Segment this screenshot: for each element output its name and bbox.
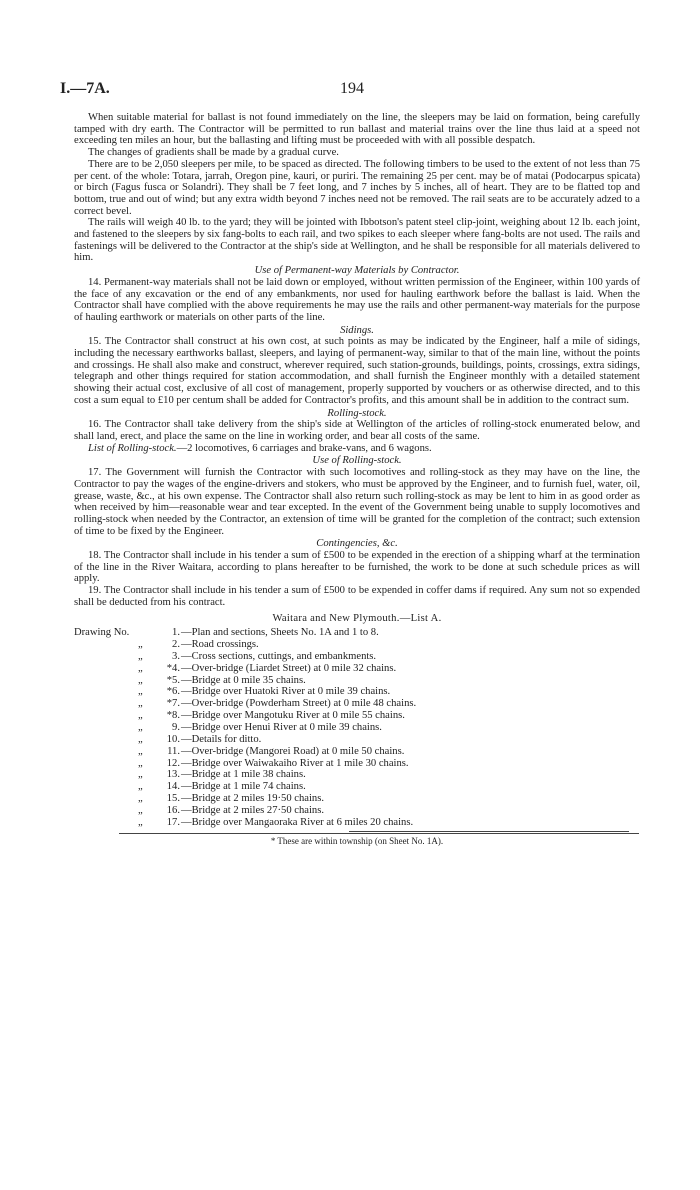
drawing-description: —Over-bridge (Powderham Street) at 0 mile 48 chains. (181, 698, 417, 710)
drawing-row (74, 734, 416, 746)
paragraph-gradients: The changes of gradients shall be made by a gradual curve. (88, 147, 339, 159)
drawing-number: 2. (172, 639, 180, 651)
ditto-mark: „ (138, 721, 143, 733)
drawing-row (74, 758, 416, 770)
paragraph-sleepers: There are to be 2,050 sleepers per mile, to be spaced as directed. The following timbers to be used to the extent of not less than 75 per cent. of the whole: Totara, jarrah, Oregon pine, kauri, or puriri. The remaining 25 per cent. may be of matai (Podocarpus spicata) or birch (Fagus fusca or Solandri). They shall be 7 feet long, and 7 inches by 5 inches, all of heart. They are to be flatted top and bottom, true and out of wind; but any extra width beyond 7 inches need not be removed. The rail seats are to be accurately adzed to a correct bevel. (74, 158, 640, 217)
drawing-row (74, 793, 416, 805)
section-heading: Rolling-stock. (327, 407, 387, 419)
section-heading: Use of Permanent-way Materials by Contractor. (254, 265, 460, 277)
ditto-mark: „ (138, 733, 143, 745)
drawing-row (74, 769, 416, 781)
footnote-rule-short (349, 831, 629, 832)
drawing-description: —Plan and sections, Sheets No. 1A and 1 to 8. (181, 627, 379, 639)
ditto-mark: „ (138, 769, 143, 781)
page-number: 194 (340, 80, 364, 97)
ditto-mark: „ (138, 639, 143, 651)
drawing-row (74, 698, 416, 710)
drawing-row (74, 805, 416, 817)
ditto-mark-spacer (74, 651, 138, 663)
drawing-number: 11. (167, 745, 180, 757)
drawing-number: *6. (166, 686, 180, 698)
drawing-description: —Bridge at 2 miles 19·50 chains. (181, 793, 324, 805)
ditto-mark-spacer (74, 769, 138, 781)
footnote: * These are within township (on Sheet No. 1A). (270, 835, 444, 846)
drawing-description: —Cross sections, cuttings, and embankments. (181, 650, 377, 662)
ditto-mark: „ (138, 686, 143, 698)
ditto-mark: „ (138, 662, 143, 674)
drawing-list (74, 627, 416, 828)
ditto-mark: „ (138, 781, 143, 793)
ditto-mark-spacer (74, 722, 138, 734)
drawing-number: 15. (166, 793, 180, 805)
drawing-number: 13. (166, 769, 180, 781)
ditto-mark-spacer (74, 758, 138, 770)
drawing-number: 14. (166, 781, 180, 793)
drawing-row (74, 746, 416, 758)
ditto-mark-spacer (74, 698, 138, 710)
ditto-mark: „ (138, 745, 143, 757)
paragraph-rails: The rails will weigh 40 lb. to the yard; they will be jointed with Ibbotson's patent steel clip-joint, weighing about 12 lb. each joint, and fastened to the sleepers by six fang-bolts to each rail, and two spikes to each sleeper where fang-bolts are not used. The rails and fastenings will be delivered to the Contractor at the ship's side at Wellington, and he shall be responsible for all materials delivered to him. (74, 217, 640, 264)
drawing-description: —Over-bridge (Liardet Street) at 0 mile 32 chains. (181, 662, 397, 674)
ditto-mark: „ (138, 710, 143, 722)
ditto-mark: „ (138, 757, 143, 769)
ditto-mark-spacer (74, 746, 138, 758)
drawing-description: —Details for ditto. (181, 733, 262, 745)
drawing-description: —Bridge over Henui River at 0 mile 39 chains. (181, 721, 382, 733)
drawing-number: 3. (172, 650, 180, 662)
ditto-mark-spacer (74, 639, 138, 651)
drawing-label: Drawing No. (74, 627, 130, 639)
drawing-description: —Bridge at 0 mile 35 chains. (181, 674, 306, 686)
clause-16: 16. The Contractor shall take delivery from the ship's side at Wellington of the articles of rolling-stock enumerated below, and shall land, erect, and place the same on the line in working order, and bear all costs of the same. (74, 419, 640, 442)
ditto-mark: „ (138, 650, 143, 662)
drawing-row (74, 710, 416, 722)
drawing-row (74, 722, 416, 734)
drawing-description: —Bridge at 1 mile 74 chains. (181, 781, 306, 793)
clause-18: 18. The Contractor shall include in his tender a sum of £500 to be expended in the erection of a shipping wharf at the termination of the line in the River Waitara, according to plans hereafter to be furnished, the work to be done at such schedule prices as will apply. (74, 550, 640, 585)
ditto-mark-spacer (74, 817, 138, 829)
ditto-mark: „ (138, 804, 143, 816)
paragraph-ballast: When suitable material for ballast is not found immediately on the line, the sleepers may be laid on formation, being carefully tamped with dry earth. The Contractor will be permitted to run ballast and material trains over the line thus laid at a speed not exceeding ten miles an hour, but the ballasting and lifting must be proceeded with with all possible despatch. (74, 112, 640, 147)
ditto-mark: „ (138, 816, 143, 828)
rolling-stock-list-label: List of Rolling-stock. (88, 442, 177, 454)
document-body (74, 112, 640, 847)
section-heading: Sidings. (340, 324, 374, 336)
ditto-mark-spacer (74, 805, 138, 817)
section-heading: Use of Rolling-stock. (312, 455, 402, 467)
ditto-mark-spacer (74, 686, 138, 698)
ditto-mark-spacer (74, 793, 138, 805)
drawing-number: 16. (166, 804, 180, 816)
paper-reference: I.—7A. (60, 80, 110, 97)
drawing-number: 17. (166, 816, 180, 828)
drawing-description: —Over-bridge (Mangorei Road) at 0 mile 50 chains. (181, 745, 405, 757)
drawing-description: —Road crossings. (181, 639, 259, 651)
drawing-description: —Bridge at 2 miles 27·50 chains. (181, 804, 324, 816)
drawing-number: *8. (166, 710, 180, 722)
ditto-mark: „ (138, 793, 143, 805)
ditto-mark-spacer (74, 663, 138, 675)
drawing-row (74, 675, 416, 687)
clause-17: 17. The Government will furnish the Contractor with such locomotives and rolling-stock as they may have on the line, the Contractor to pay the wages of the engine-drivers and stokers, who must be approved by the Engineer, and to furnish fuel, water, oil, grease, waste, &c., at his own expense. The Contractor shall also return such rolling-stock as may be lent to him in as good order as when received by him—reasonable wear and tear excepted. In the event of the Government being unable to supply locomotives and rolling-stock when needed by the Contractor, an extension of time will be granted for the completion of the contract; such extension of time to be fixed by the Engineer. (74, 467, 640, 537)
drawing-row (74, 686, 416, 698)
drawing-number: 10. (166, 733, 180, 745)
drawing-number: *4. (166, 662, 180, 674)
drawing-description: —Bridge over Waiwakaiho River at 1 mile 30 chains. (181, 757, 409, 769)
ditto-mark-spacer (74, 675, 138, 687)
drawing-description: —Bridge over Mangaoraka River at 6 miles 20 chains. (181, 816, 414, 828)
drawing-row (74, 663, 416, 675)
drawing-number: *7. (166, 698, 180, 710)
drawing-number: 1. (172, 627, 180, 639)
drawing-row (74, 639, 416, 651)
ditto-mark: „ (138, 698, 143, 710)
ditto-mark-spacer (74, 734, 138, 746)
clause-14: 14. Permanent-way materials shall not be laid down or employed, without written permission of the Engineer, within 100 yards of the face of any excavation or the end of any embankments, nor used for hauling earthwork before the ballast is laid. When the Contractor shall have complied with the above requirements he may use the rails and other permanent-way materials for the purpose of hauling earthwork or materials on other parts of the line. (74, 276, 640, 323)
ditto-mark-spacer (74, 710, 138, 722)
drawing-row (74, 651, 416, 663)
drawing-number: 9. (172, 721, 180, 733)
section-heading: Contingencies, &c. (316, 538, 398, 550)
rolling-stock-list-text: —2 locomotives, 6 carriages and brake-vans, and 6 wagons. (176, 442, 432, 454)
ditto-mark: „ (138, 674, 143, 686)
list-title: Waitara and New Plymouth.—List A. (272, 612, 442, 624)
drawing-number: *5. (166, 674, 180, 686)
drawing-description: —Bridge at 1 mile 38 chains. (181, 769, 306, 781)
rolling-stock-list (74, 443, 640, 455)
drawing-description: —Bridge over Huatoki River at 0 mile 39 chains. (181, 686, 391, 698)
drawing-row (74, 627, 416, 639)
drawing-row (74, 817, 416, 829)
footnote-rule (119, 833, 639, 834)
drawing-description: —Bridge over Mangotuku River at 0 mile 55 chains. (181, 710, 405, 722)
drawing-row (74, 781, 416, 793)
drawing-number: 12. (166, 757, 180, 769)
ditto-mark-spacer (74, 781, 138, 793)
ditto-spacer (138, 627, 150, 639)
clause-15: 15. The Contractor shall construct at his own cost, at such points as may be indicated by the Engineer, half a mile of sidings, including the necessary earthworks ballast, sleepers, and laying of permanent-way, similar to that of the main line, without the points and crossings. He shall also make and construct, wherever required, such station-grounds, buildings, points, crossings, extra sidings, telegraph and other things required for station accommodation, and shall furnish the Engineer monthly with a detailed statement showing their actual cost, exclusive of all cost of management, properly supported by vouchers or as otherwise directed, and to this cost a sum equal to £10 per centum shall be added for Contractor's profits, and this amount shall be in addition to the contract sum. (74, 336, 640, 406)
clause-19: 19. The Contractor shall include in his tender a sum of £500 to be expended in coffer dams if required. Any sum not so expended shall be deducted from his contract. (74, 585, 640, 608)
